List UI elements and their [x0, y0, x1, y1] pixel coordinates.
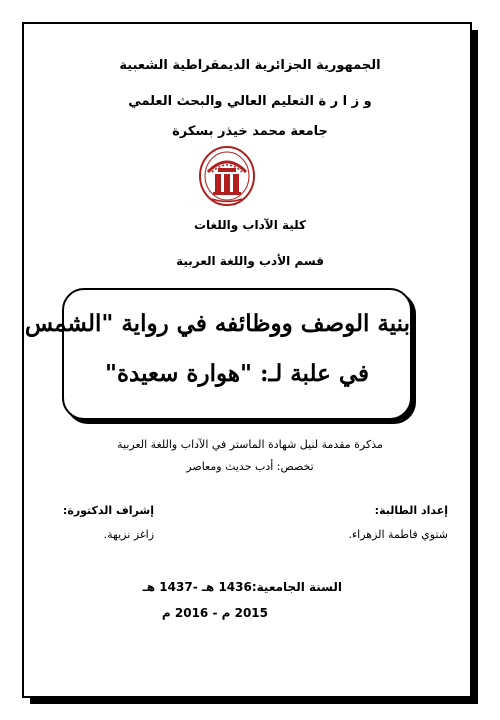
specialization: تخصص: أدب حديث ومعاصر	[186, 460, 314, 473]
university-emblem-icon	[198, 146, 256, 208]
supervisor-label: إشراف الدكتورة:	[62, 504, 154, 517]
ministry-prefix: و ز ا ر ة	[318, 94, 372, 109]
department-heading: قسم الأدب واللغة العربية	[176, 254, 324, 268]
memo-description: مذكرة مقدمة لنيل شهادة الماستر في الآداب واللغة العربية	[117, 438, 383, 451]
university-heading: جامعة محمد خيذر بسكرة	[172, 124, 328, 139]
ministry-heading	[0, 94, 500, 109]
student-name: شتوي فاطمة الزهراء.	[348, 528, 448, 541]
republic-heading: الجمهورية الجزائرية الديمقراطية الشعبية	[119, 58, 381, 73]
thesis-title-box	[24, 288, 412, 420]
supervisor-name: زاغز نزيهة.	[103, 528, 154, 541]
student-label: إعداد الطالبة:	[374, 504, 448, 517]
page-shadow-bottom	[30, 698, 478, 704]
ministry-name: التعليم العالي والبحث العلمي	[128, 94, 314, 109]
academic-year-hijri: السنة الجامعية:1436 هـ -1437 هـ	[142, 580, 342, 594]
academic-year-gregorian: 2015 م - 2016 م	[161, 606, 268, 620]
faculty-heading: كلية الآداب واللغات	[193, 218, 307, 232]
thesis-title-line-2: في علبة لـ: "هوارة سعيدة"	[105, 360, 369, 387]
thesis-title-line-1: بنية الوصف ووظائفه في رواية "الشمس	[24, 310, 410, 337]
